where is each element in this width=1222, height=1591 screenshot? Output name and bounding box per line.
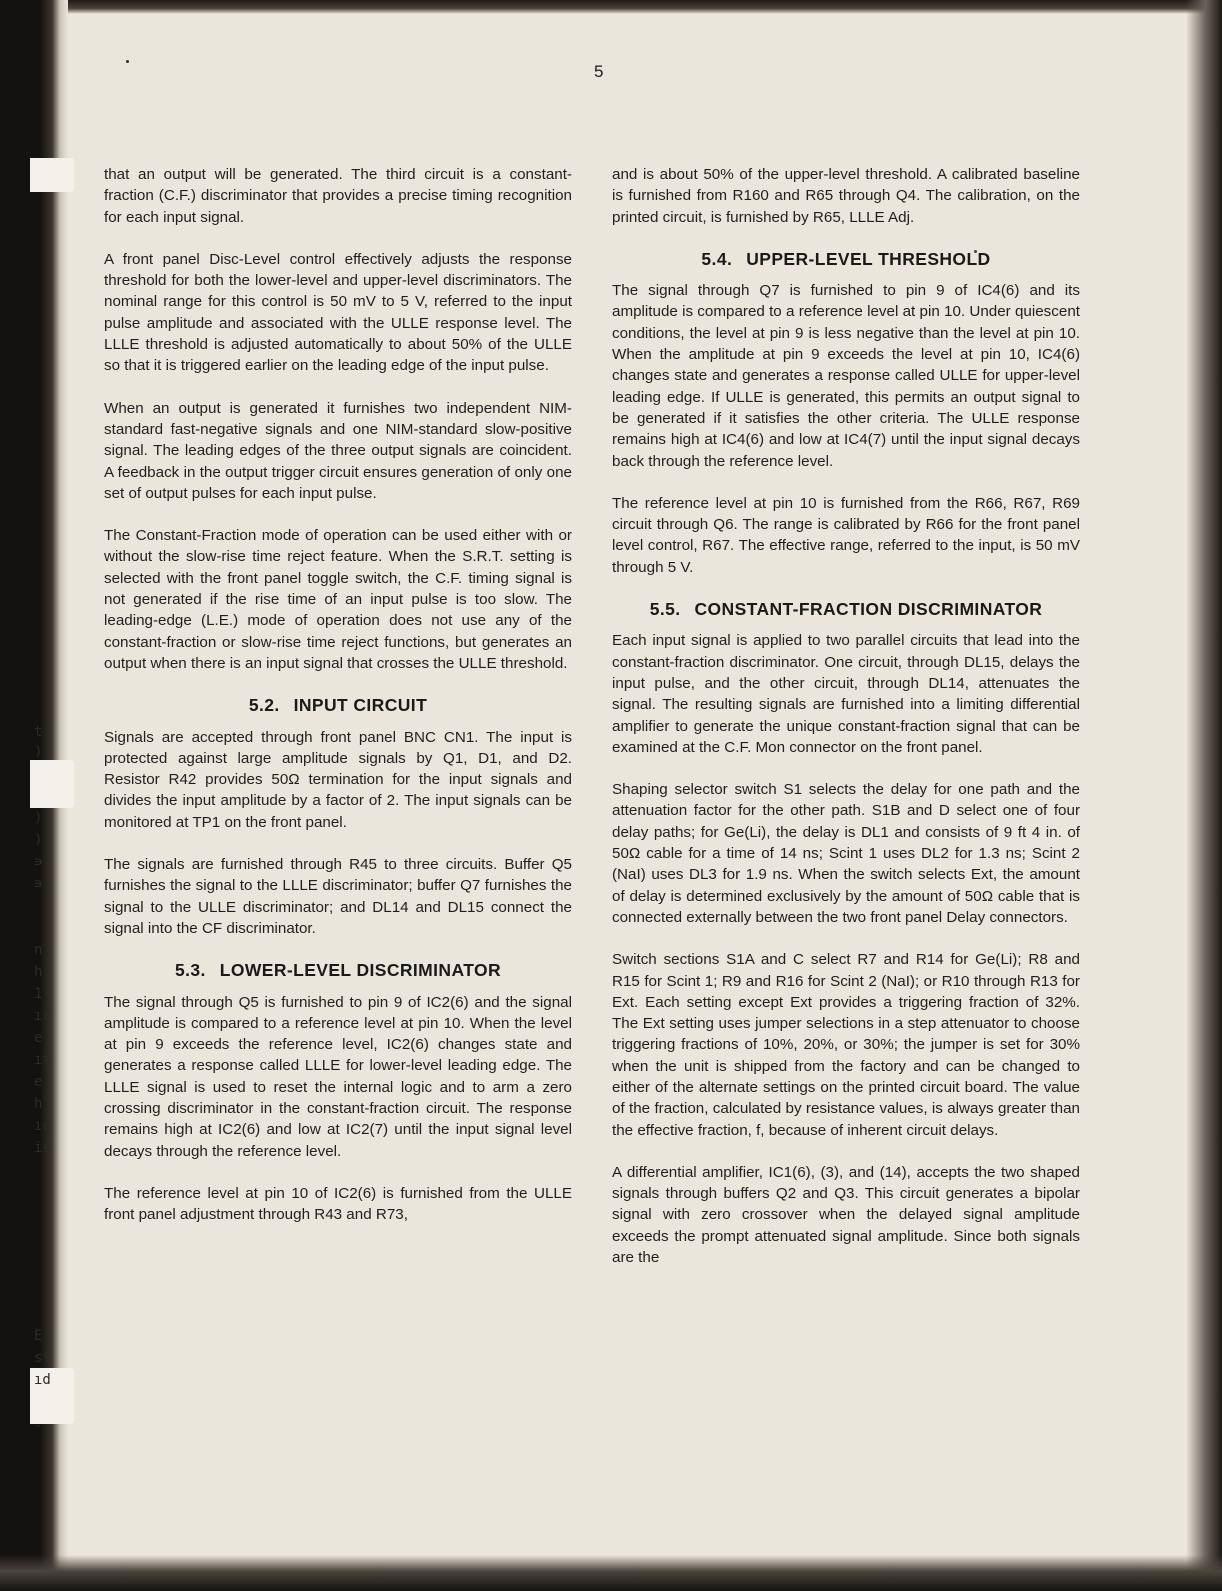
body-paragraph: The Constant-Fraction mode of operation can be used either with or without the slow-rise time reject feature. When the S.R.T. setting is selected with the front panel toggle switch, the C.F. timing signal is not generated if the rise time of an input pulse is too slow. The leading-edge (L.E.) mode of operation does not use any of the constant-fraction or slow-rise time reject functions, but generates an output when there is an input signal that crosses the ULLE threshold. bbox=[104, 527, 572, 672]
scan-edge-top bbox=[0, 0, 1222, 14]
margin-fragment: E) bbox=[34, 1328, 51, 1344]
margin-fragment: -. bbox=[34, 1418, 51, 1434]
margin-fragment: ) bbox=[34, 832, 43, 848]
body-paragraph: Switch sections S1A and C select R7 and R14 for Ge(Li); R8 and R15 for Scint 1; R9 and R16 for Scint 2 (NaI); or R10 through R13 for Ext. Each setting except Ext provides a triggering fraction of 32%. The Ext setting uses jumper selections in a step attenuator to choose triggering fractions of 10%, 20%, or 30%; the jumper is set for 30% when the unit is shipped from the factory and can be changed to either of the alternate settings on the printed circuit board. The value of the fraction, calculated by resistance values, is always greater than the effective fraction, f, because of inherent circuit delays. bbox=[612, 951, 1080, 1139]
body-paragraph: A differential amplifier, IC1(6), (3), and (14), accepts the two shaped signals through buffers Q2 and Q3. This circuit generates a bipolar signal with zero crossover when the delayed signal amplitude exceeds the prompt attenuated signal amplitude. Since both signals are the bbox=[612, 1163, 1080, 1267]
binder-tab bbox=[30, 158, 74, 192]
section-heading-5-3 bbox=[104, 960, 572, 981]
body-paragraph: A front panel Disc-Level control effectively adjusts the response threshold for both the lower-level and upper-level discriminators. The nominal range for this control is 50 mV to 5 V, referred to the input pulse amplitude and associated with the ULLE response level. The LLLE threshold is adjusted automatically to about 50% of the ULLE so that it is triggered earlier on the leading edge of the input pulse. bbox=[104, 250, 572, 375]
margin-fragment: t bbox=[34, 724, 43, 740]
section-title: UPPER-LEVEL THRESHOLD bbox=[746, 248, 991, 269]
margin-fragment: h bbox=[34, 964, 43, 980]
margin-fragment: st bbox=[34, 1350, 51, 1366]
body-paragraph: Signals are accepted through front panel BNC CN1. The input is protected against large amplitude signals by Q1, D1, and D2. Resistor R42 provides 50Ω termination for the input signals and divides the input amplitude by a factor of 2. The input signals can be monitored at TP1 on the front panel. bbox=[104, 728, 572, 831]
section-heading-5-4 bbox=[612, 249, 1080, 270]
margin-fragment: e bbox=[34, 1074, 43, 1090]
margin-fragment: ır bbox=[34, 1008, 51, 1024]
margin-fragment: ) bbox=[34, 744, 43, 760]
section-title: INPUT CIRCUIT bbox=[293, 695, 428, 716]
margin-fragment: e bbox=[34, 1030, 43, 1046]
margin-fragment: ) bbox=[34, 810, 43, 826]
left-column bbox=[104, 164, 572, 1225]
body-paragraph: The signals are furnished through R45 to three circuits. Buffer Q5 furnishes the signal to the LLLE discriminator; buffer Q7 furnishes the signal to the ULLE discriminator; and DL14 and DL15 connect the signal into the CF discriminator. bbox=[104, 856, 572, 937]
margin-fragment: ∍ bbox=[34, 854, 43, 870]
body-paragraph: and is about 50% of the upper-level threshold. A calibrated baseline is furnished from R160 and R65 through Q4. The calibration, on the printed circuit, is furnished by R65, LLLE Adj. bbox=[612, 166, 1080, 226]
body-paragraph: Each input signal is applied to two parallel circuits that lead into the constant-fraction discriminator. One circuit, through DL15, delays the input pulse, and the other circuit, through DL14, attenuates the signal. The resulting signals are furnished into a limiting differential amplifier to generate the unique constant-fraction signal that can be examined at the C.F. Mon connector on the front panel. bbox=[612, 632, 1080, 756]
section-title: CONSTANT-FRACTION DISCRIMINATOR bbox=[694, 599, 1043, 620]
body-paragraph: When an output is generated it furnishes two independent NIM-standard fast-negative signals and one NIM-standard slow-positive signal. The leading edges of the three output signals are coincident. A feedback in the output trigger circuit ensures generation of only one set of output pulses for each input pulse. bbox=[104, 399, 572, 502]
margin-fragment: ıe bbox=[34, 1118, 51, 1134]
section-heading-5-2 bbox=[104, 695, 572, 716]
scan-edge-right bbox=[1186, 0, 1222, 1591]
section-number: 5.4. bbox=[701, 248, 733, 269]
binder-tab bbox=[30, 760, 74, 808]
body-paragraph: The reference level at pin 10 is furnished from the R66, R67, R69 circuit through Q6. The range is calibrated by R66 for the front panel level control, R67. The effective range, referred to the input, is 50 mV through 5 V. bbox=[612, 494, 1080, 576]
section-heading-5-5 bbox=[612, 599, 1080, 620]
page-number: 5 bbox=[594, 62, 604, 81]
body-paragraph: The signal through Q7 is furnished to pin 9 of IC4(6) and its amplitude is compared to a reference level at pin 10. Under quiescent conditions, the level at pin 9 is less negative than the level at pin 10. When the amplitude at pin 9 exceeds the level at pin 10, IC4(6) changes state and generates a response called ULLE for upper-level leading edge. If ULLE is generated, this permits an output signal to be generated if it satisfies the other criteria. The ULLE response remains high at IC4(6) and low at IC4(7) until the input signal decays back through the reference level. bbox=[612, 282, 1080, 470]
section-number: 5.2. bbox=[248, 695, 280, 716]
right-column bbox=[612, 164, 1080, 1268]
margin-fragment: ıd bbox=[34, 1372, 51, 1388]
section-title: LOWER-LEVEL DISCRIMINATOR bbox=[219, 960, 502, 981]
section-number: 5.5. bbox=[649, 599, 681, 620]
section-number: 5.3. bbox=[174, 960, 206, 981]
margin-fragment: 1 bbox=[34, 986, 43, 1002]
scan-speck bbox=[126, 60, 129, 63]
body-paragraph: The reference level at pin 10 of IC2(6) is furnished from the ULLE front panel adjustment through R43 and R73, bbox=[104, 1184, 572, 1224]
body-paragraph: The signal through Q5 is furnished to pin 9 of IC2(6) and the signal amplitude is compared to a reference level at pin 10. When the level at pin 9 exceeds the reference level, IC2(6) changes state and generates a response called LLLE for lower-level leading edge. The LLLE signal is used to reset the internal logic and to arm a zero crossing discriminator in the constant-fraction circuit. The response remains high at IC2(6) and low at IC2(7) until the input signal level decays through the reference level. bbox=[104, 993, 572, 1160]
scan-edge-bottom bbox=[0, 1555, 1222, 1591]
body-paragraph: Shaping selector switch S1 selects the delay for one path and the attenuation factor for the other path. S1B and D select one of four delay paths; for Ge(Li), the delay is DL1 and consists of 9 ft 4 in. of 50Ω cable for a time of 14 ns; Scint 1 uses DL2 for 1.3 ns; Scint 2 (NaI) uses DL3 for 1.9 ns. When the switch selects Ext, the amount of delay is determined exclusively by the amount of 50Ω cable that is connected externally between the two front panel Delay connectors. bbox=[612, 781, 1080, 926]
margin-fragment: h bbox=[34, 1096, 43, 1112]
margin-fragment: ıt bbox=[34, 1052, 51, 1068]
margin-fragment: ∍ bbox=[34, 876, 43, 892]
margin-fragment: is bbox=[34, 1140, 51, 1156]
margin-fragment: n bbox=[34, 942, 43, 958]
body-paragraph: that an output will be generated. The third circuit is a constant-fraction (C.F.) discriminator that provides a precise timing recognition for each input signal. bbox=[104, 166, 572, 226]
